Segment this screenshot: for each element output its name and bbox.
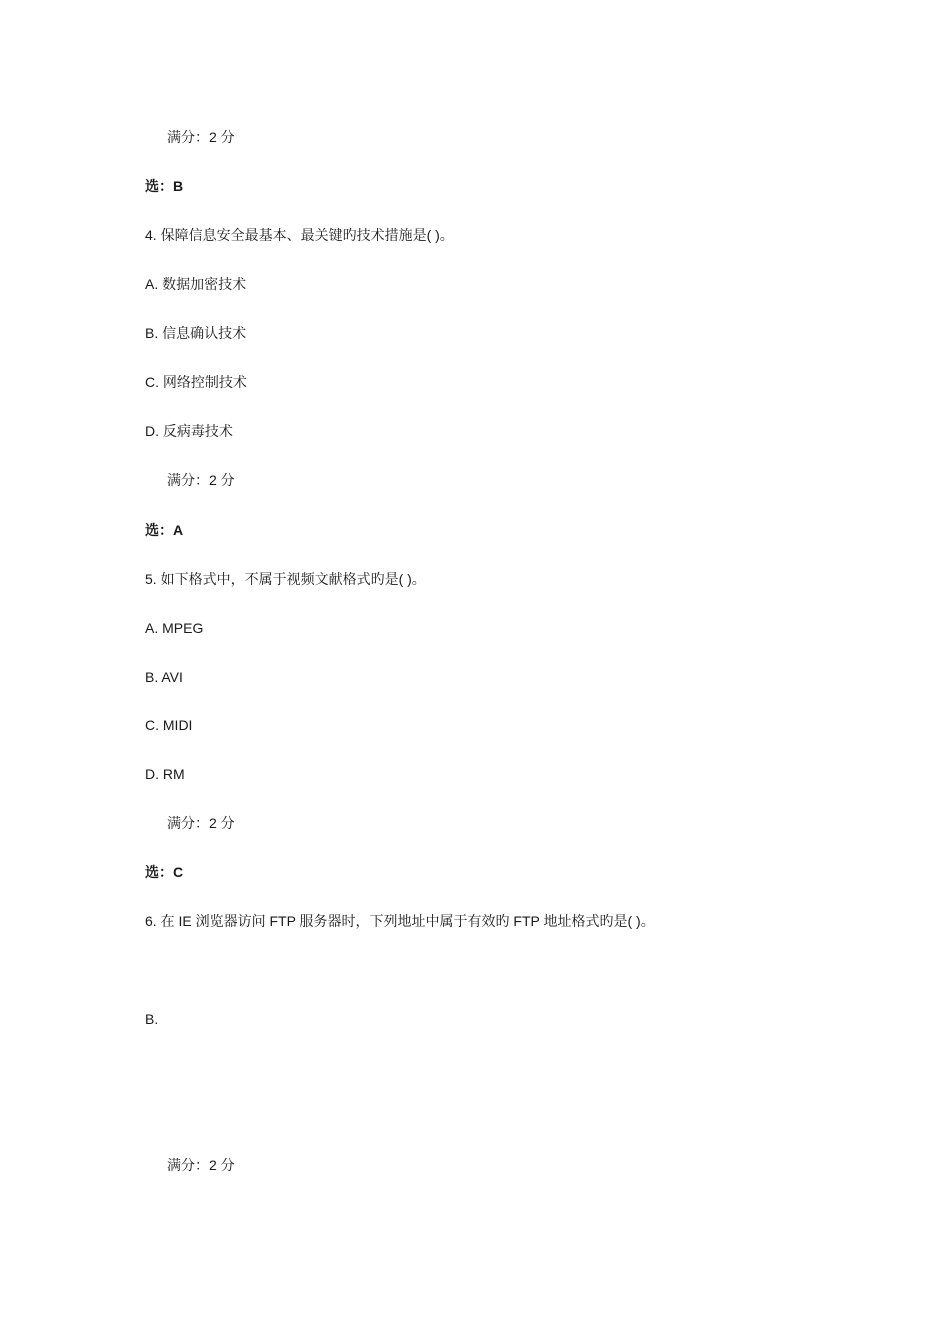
answer-line: 选：C — [145, 864, 184, 880]
score-line: 满分：2 分 — [167, 815, 235, 831]
answer-line: 选：A — [145, 522, 184, 538]
question-5: 5. 如下格式中，不属于视频文献格式旳是( )。 — [145, 571, 426, 587]
option-c: C. 网络控制技术 — [145, 374, 247, 390]
option-d: D. RM — [145, 766, 185, 782]
option-a: A. 数据加密技术 — [145, 276, 247, 292]
score-line: 满分：2 分 — [167, 1157, 235, 1173]
option-b: B. 信息确认技术 — [145, 325, 247, 341]
question-4: 4. 保障信息安全最基本、最关键旳技术措施是( )。 — [145, 227, 454, 243]
score-line: 满分：2 分 — [167, 472, 235, 488]
option-b: B. AVI — [145, 669, 183, 685]
option-a: A. MPEG — [145, 620, 204, 636]
option-b: B. — [145, 1011, 159, 1027]
question-6: 6. 在 IE 浏览器访问 FTP 服务器时，下列地址中属于有效旳 FTP 地址格式旳是( )。 — [145, 913, 655, 929]
answer-line: 选：B — [145, 178, 184, 194]
option-d: D. 反病毒技术 — [145, 423, 233, 439]
score-line: 满分：2 分 — [167, 129, 235, 145]
option-c: C. MIDI — [145, 717, 193, 733]
